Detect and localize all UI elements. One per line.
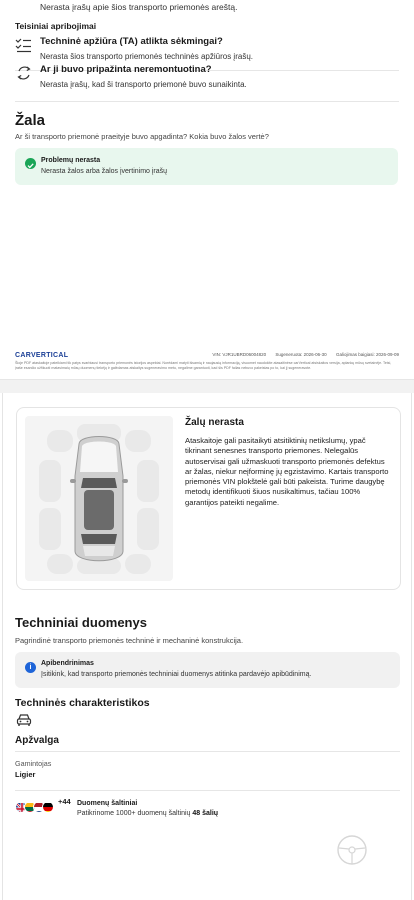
no-damage-text: Ataskaitoje gali pasitaikyti atsitiktinių netikslumų, ypač tikrinant senesnes transporto priemones. Nelegalūs autoservisai gali užmaskuoti transporto priemonės defektus ar žalas, niekur neįforminę jų egzistavimo. Kartais transporto priemonės VIN plokštelė gali būti pakeista. Turime daugybę metodų identifikuoti šiuos nusikaltimus, tačiau 100% garantijos pateikti negalime. bbox=[185, 436, 389, 507]
more-countries-count: +44 bbox=[58, 797, 71, 806]
footer-generated: Sugeneruota: 2026-06-30 bbox=[275, 352, 327, 357]
car-top-view-icon bbox=[25, 416, 173, 581]
check-circle-icon bbox=[25, 158, 36, 169]
arrest-result-text: Nerasta įrašų apie šios transporto priemonės areštą. bbox=[40, 2, 238, 12]
inspection-question: Techninė apžiūra (TA) atlikta sėkmingai? bbox=[40, 36, 223, 47]
data-sources-text bbox=[77, 810, 218, 817]
characteristics-title: Techninės charakteristikos bbox=[15, 697, 150, 709]
steering-wheel-watermark-icon bbox=[335, 833, 369, 867]
damage-section-title: Žala bbox=[15, 112, 46, 129]
tech-data-subtitle: Pagrindinė transporto priemonės techninė ir mechaninė konstrukcija. bbox=[15, 636, 244, 645]
footer-meta bbox=[204, 352, 399, 357]
car-top-view-image bbox=[25, 416, 173, 581]
data-sources-prefix: Patikrinome 1000+ duomenų šaltinių bbox=[77, 810, 191, 817]
divider bbox=[15, 101, 399, 102]
writeoff-question: Ar ji buvo pripažinta neremontuotina? bbox=[40, 64, 212, 75]
damage-status-text: Nerasta žalos arba žalos įvertinimo įrašų bbox=[41, 168, 168, 175]
damage-status-box bbox=[15, 148, 398, 185]
damage-status-title: Problemų nerasta bbox=[41, 157, 101, 164]
data-sources-countries: 48 šalių bbox=[192, 810, 219, 817]
divider bbox=[15, 751, 400, 752]
footer-vin: VIN: VJR1UBRD06004820 bbox=[212, 352, 267, 357]
divider bbox=[15, 790, 400, 791]
germany-flag-icon bbox=[42, 801, 54, 813]
damage-section-subtitle: Ar ši transporto priemonė praeityje buvo apgadinta? Kokia buvo žalos vertė? bbox=[15, 132, 269, 141]
data-sources-title: Duomenų šaltiniai bbox=[77, 800, 138, 807]
overview-title: Apžvalga bbox=[15, 735, 59, 746]
manufacturer-value: Ligier bbox=[15, 770, 36, 779]
inspection-answer: Nerasta šios transporto priemonės techninės apžiūros įrašų. bbox=[40, 52, 253, 61]
info-icon: i bbox=[25, 662, 36, 673]
page-gap bbox=[0, 380, 414, 393]
writeoff-answer: Nerasta įrašų, kad ši transporto priemonė buvo sunaikinta. bbox=[40, 80, 247, 89]
summary-text: Įsitikink, kad transporto priemonės techniniai duomenys atitinka pardavėjo apibūdinimą. bbox=[41, 671, 312, 678]
summary-info-box bbox=[15, 652, 400, 688]
no-damage-card bbox=[16, 407, 401, 590]
legal-restrictions-label: Teisiniai apribojimai bbox=[15, 21, 97, 31]
manufacturer-label: Gamintojas bbox=[15, 759, 52, 768]
report-page-1 bbox=[0, 0, 414, 380]
footer-disclaimer: Šioje PDF ataskaitoje pateikiami tik patys svarbiausi transporto priemonės istorijos aspektai. Norėdami matyti išsamią ir naujausią informaciją, visuomet naudokite atasaitinėse carVertical atsiskaitos versija, aplankę mūsų svetainėje. Teisi, įraše esančio užfikuoti matavimaių mūsų duomenų tiekėjų ir galėdamas atskaitys sugeneravimo metu, negalime garantuoti, kad šis PDF failas nebuvo pakeistas po to, kai jį sugeneravote. bbox=[15, 361, 392, 370]
no-damage-title: Žalų nerasta bbox=[185, 417, 244, 428]
tech-data-title: Techniniai duomenys bbox=[15, 615, 147, 630]
footer-expiry: Galiojimas baigiasi: 2026-09-09 bbox=[335, 352, 399, 357]
checklist-icon bbox=[15, 36, 33, 54]
carvertical-logo: CARVERTICAL bbox=[15, 352, 69, 359]
car-front-icon bbox=[16, 713, 32, 727]
recycle-icon bbox=[15, 64, 33, 82]
summary-title: Apibendrinimas bbox=[41, 660, 94, 667]
report-page-2 bbox=[2, 393, 412, 900]
